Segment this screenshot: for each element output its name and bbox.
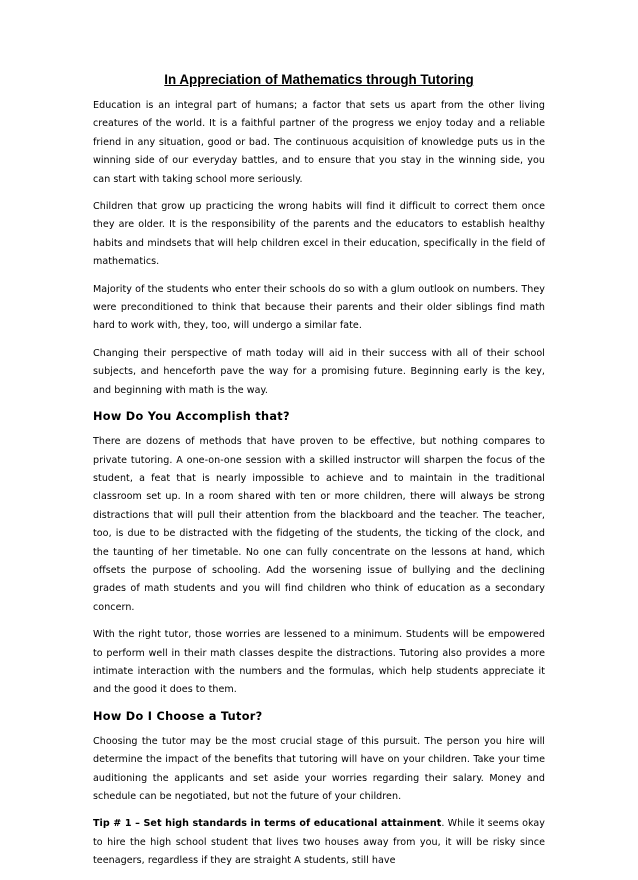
paragraph-choosing: Choosing the tutor may be the most crucial stage of this pursuit. The person you hire will determine the impact of the benefits that tutoring will have on your children. Take your time auditioning the applicants and set aside your worries regarding their salary. Money and schedule can be negotiated, but not the future of your children.	[93, 735, 545, 802]
heading-choose-tutor: How Do I Choose a Tutor?	[93, 709, 263, 723]
tip-1-lead: Tip # 1 – Set high standards in terms of educational attainment	[93, 818, 442, 830]
paragraph-tutoring-methods: There are dozens of methods that have proven to be effective, but nothing compares to private tutoring. A one-on-one session with a skilled instructor will sharpen the focus of the student, a feat that is nearly impossible to achieve and to maintain in the traditional classroom set up. In a room shared with ten or more children, there will always be strong distractions that will pull their attention from the blackboard and the teacher. The teacher, too, is due to be distracted with the fidgeting of the students, the ticking of the clock, and the taunting of her timetable. No one can fully concentrate on the lessons at hand, which offsets the purpose of schooling. Add the worsening issue of bullying and the declining grades of math students and you will find children who think of education as a secondary concern.	[93, 436, 545, 613]
paragraph-outlook: Majority of the students who enter their schools do so with a glum outlook on numbers. They were preconditioned to think that because their parents and their older siblings find math hard to work with, they, too, will undergo a similar fate.	[93, 283, 545, 332]
heading-accomplish: How Do You Accomplish that?	[93, 410, 290, 424]
paragraph-intro: Education is an integral part of humans; a factor that sets us apart from the other living creatures of the world. It is a faithful partner of the progress we enjoy today and a reliable friend in any situation, good or bad. The continuous acquisition of knowledge puts us in the winning side of our everyday battles, and to ensure that you stay in the winning side, you can start with taking school more seriously.	[93, 100, 545, 185]
tip-1-text: . While it seems okay to hire the high school student that lives two houses away from you, it will be risky since teenagers, regardless if they are straight A students, still have	[93, 818, 546, 867]
paragraph-habits: Children that grow up practicing the wrong habits will find it difficult to correct them once they are older. It is the responsibility of the parents and the educators to establish healthy habits and mindsets that will help children excel in their education, specifically in the field of mathematics.	[93, 201, 545, 268]
paragraph-perspective: Changing their perspective of math today will aid in their success with all of their school subjects, and henceforth pave the way for a promising future. Beginning early is the key, and beginning with math is the way.	[93, 347, 545, 396]
paragraph-tip-1	[93, 815, 545, 870]
paragraph-right-tutor: With the right tutor, those worries are lessened to a minimum. Students will be empowered to perform well in their math classes despite the distractions. Tutoring also provides a more intimate interaction with the numbers and the formulas, which help students appreciate it and the good it does to them.	[93, 629, 545, 696]
document-body	[93, 97, 545, 880]
document-title: In Appreciation of Mathematics through Tutoring	[164, 72, 474, 87]
